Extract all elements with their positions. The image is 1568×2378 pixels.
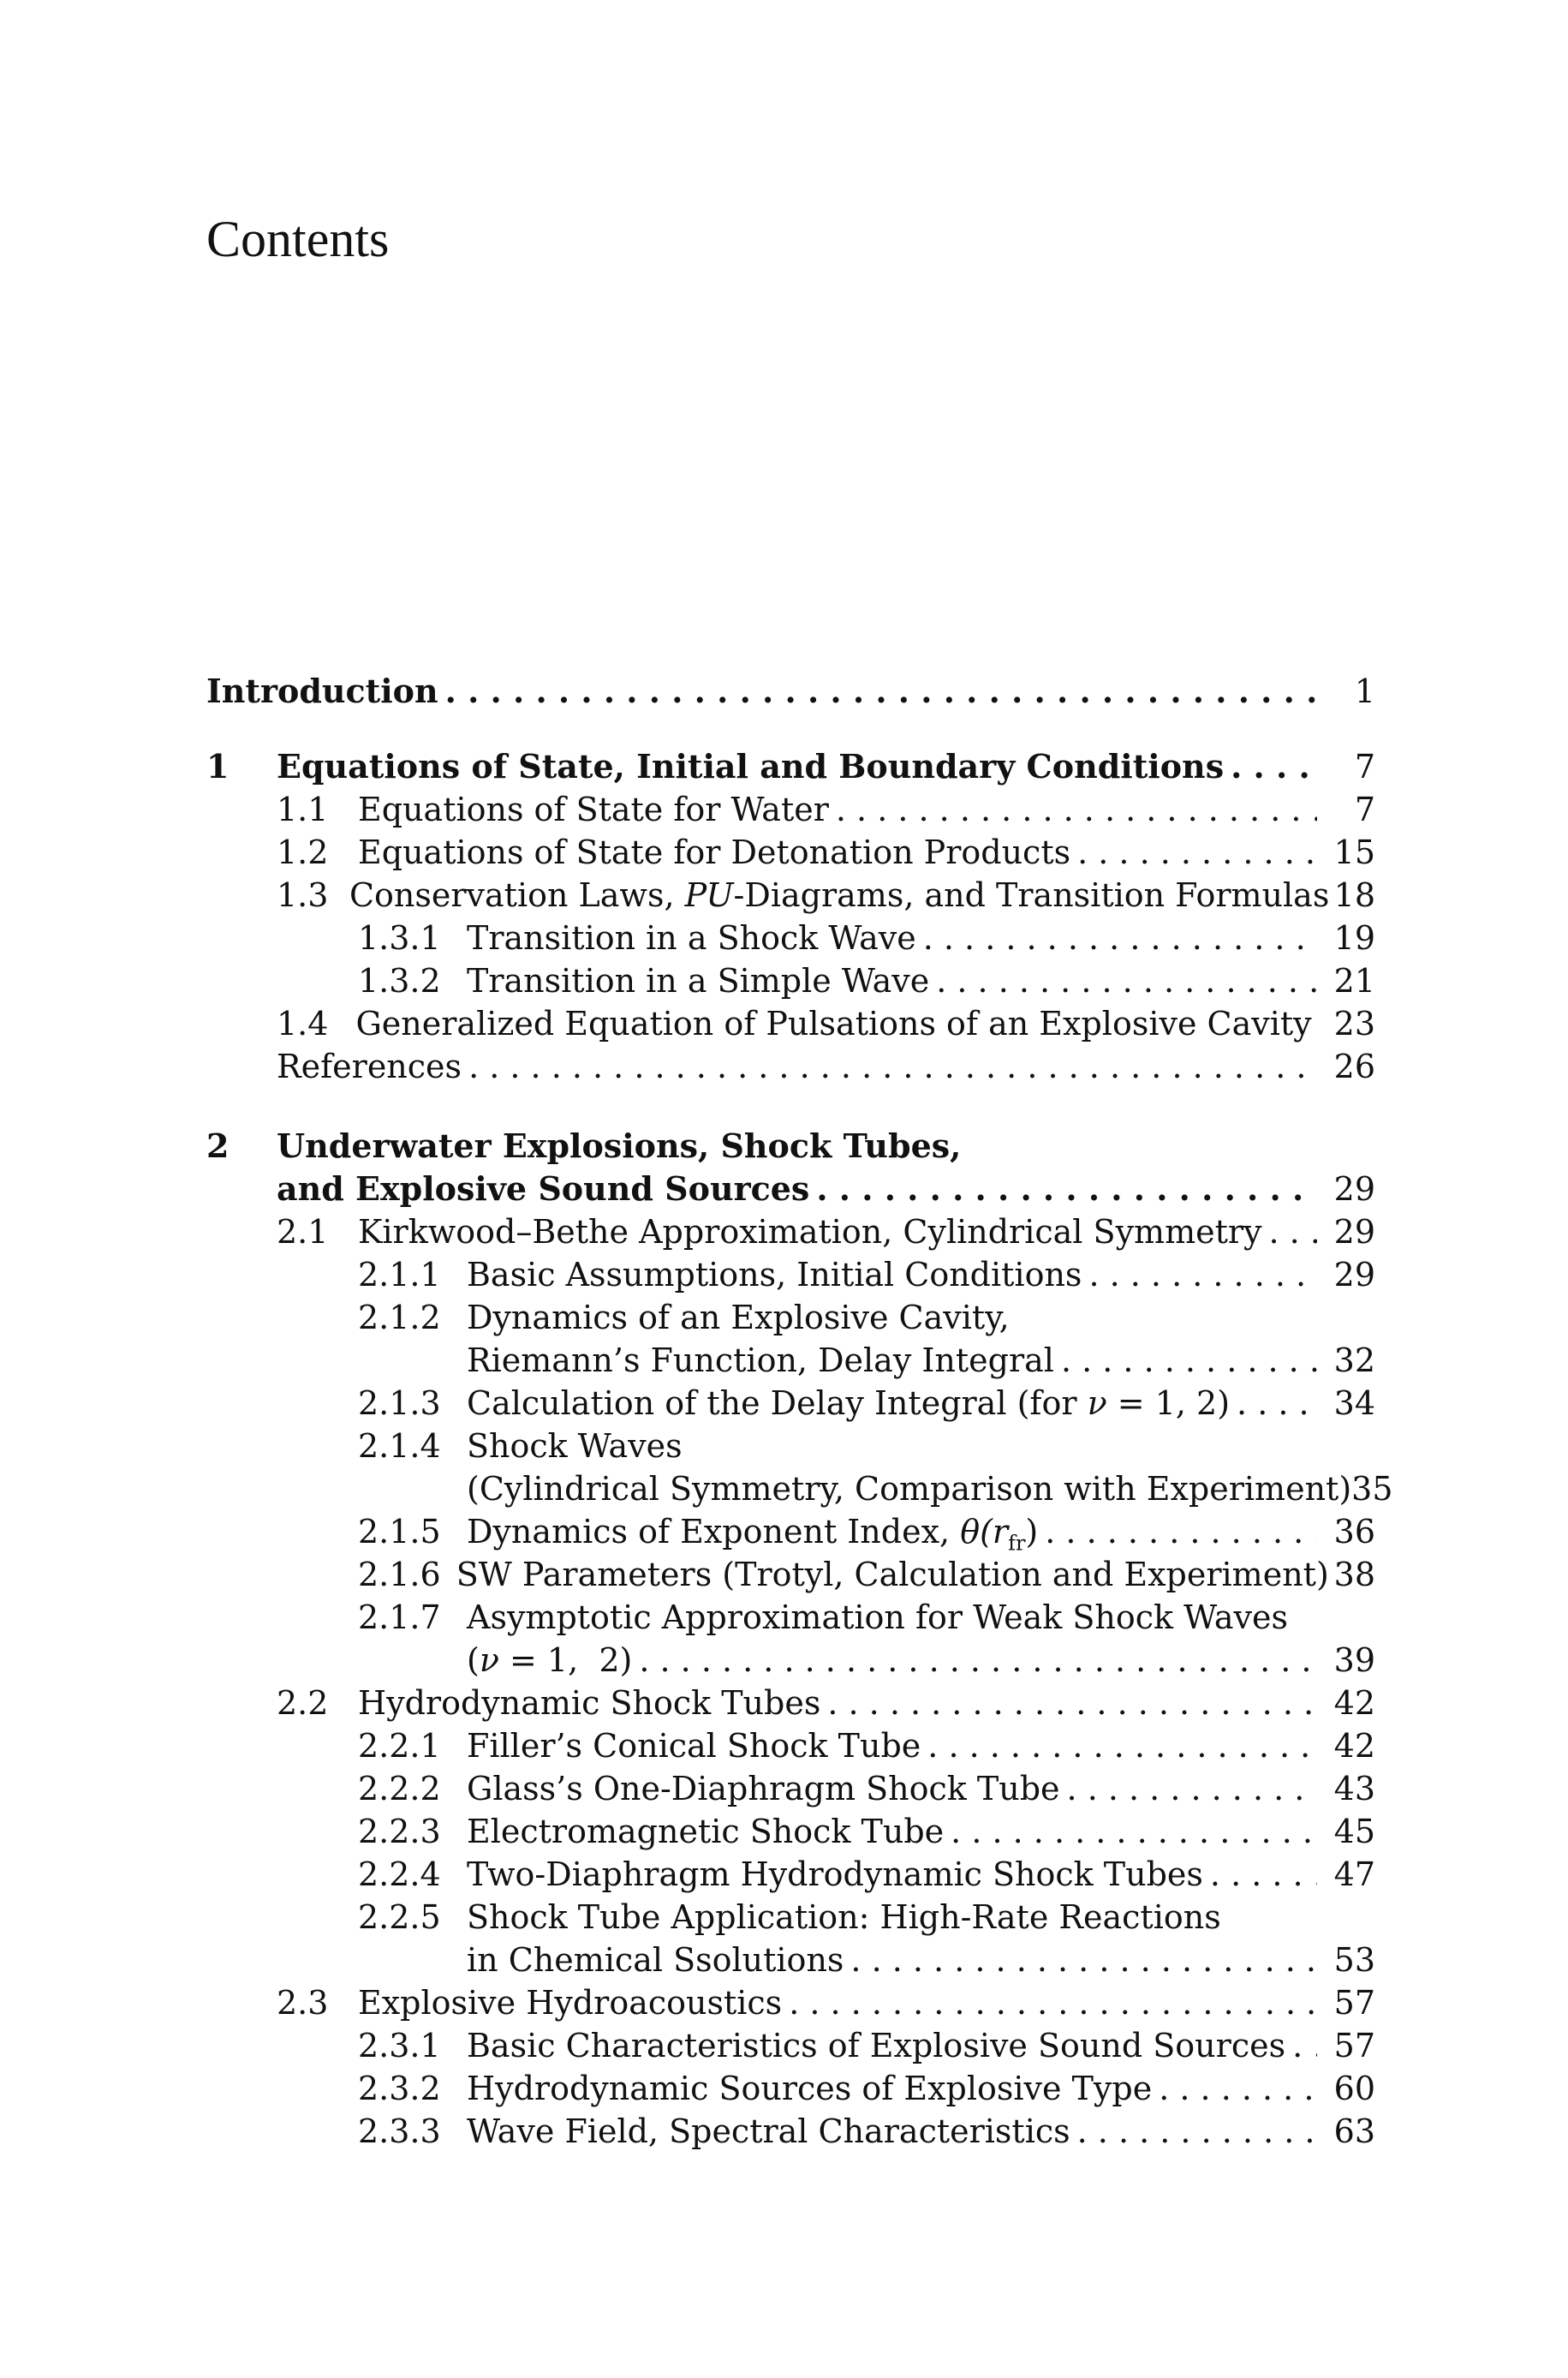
page-title: Contents: [206, 211, 390, 267]
entry-number: 2.3: [277, 1984, 329, 2022]
entry-title: Glass’s One-Diaphragm Shock Tube: [467, 1770, 1060, 1807]
leader-dots: [1210, 1853, 1317, 1896]
toc-entry-2-3-3[interactable]: [358, 2110, 1375, 2153]
entry-number: 2.2.3: [358, 1813, 441, 1850]
entry-page: 21: [1333, 962, 1375, 1000]
leader-dots: [789, 1981, 1317, 2024]
entry-number: 1.1: [277, 791, 329, 828]
entry-page: 38: [1333, 1556, 1375, 1593]
entry-title: in Chemical Ssolutions: [467, 1941, 844, 1979]
toc-entry-chapter-2-line2[interactable]: [277, 1168, 1375, 1210]
leader-dots: [850, 1939, 1317, 1981]
toc-entry-2-3[interactable]: [277, 1981, 1375, 2024]
toc-entry-2-1-6[interactable]: [358, 1553, 1375, 1596]
toc-entry-2-2-3[interactable]: [358, 1810, 1375, 1853]
entry-number: 2.1.7: [358, 1598, 441, 1636]
entry-page: 36: [1333, 1513, 1375, 1550]
entry-page: 53: [1333, 1941, 1375, 1979]
entry-title: Transition in a Shock Wave: [467, 919, 916, 957]
leader-dots: [927, 1724, 1317, 1767]
entry-title: Kirkwood–Bethe Approximation, Cylindrical Symmetry: [358, 1213, 1262, 1251]
entry-title: Basic Assumptions, Initial Conditions: [467, 1256, 1082, 1294]
toc-entry-1-3-1[interactable]: [358, 917, 1375, 959]
entry-title: Calculation of the Delay Integral (for ν = 1, 2): [467, 1384, 1231, 1422]
toc-entry-2-2-5-line2[interactable]: [467, 1939, 1375, 1981]
entry-page: 42: [1333, 1727, 1375, 1765]
toc-entry-1-3-2[interactable]: [358, 959, 1375, 1002]
entry-title: SW Parameters (Trotyl, Calculation and Experiment): [456, 1556, 1329, 1593]
entry-title: Dynamics of Exponent Index, $\theta(r_{fr})$: [467, 1513, 1039, 1556]
toc-entry-2-1-1[interactable]: [358, 1253, 1375, 1296]
leader-dots: [1067, 1767, 1317, 1810]
entry-page: 43: [1333, 1770, 1375, 1807]
entry-page: 34: [1333, 1384, 1375, 1422]
entry-title: Hydrodynamic Sources of Explosive Type: [467, 2070, 1153, 2107]
entry-page: 45: [1333, 1813, 1375, 1850]
entry-page: 47: [1333, 1855, 1375, 1893]
entry-number: 2.1.2: [358, 1299, 441, 1336]
entry-title: Dynamics of an Explosive Cavity,: [467, 1299, 1010, 1336]
entry-title: Hydrodynamic Shock Tubes: [358, 1684, 821, 1722]
entry-number: 2.1.5: [358, 1513, 441, 1550]
entry-number: 2.3.1: [358, 2027, 441, 2064]
entry-page: 35: [1351, 1470, 1393, 1508]
entry-number: 1.3.1: [358, 919, 441, 957]
entry-number: 1.4: [277, 1005, 329, 1043]
toc-entry-chapter-1[interactable]: [206, 745, 1375, 788]
entry-title: Underwater Explosions, Shock Tubes,: [277, 1126, 962, 1165]
leader-dots: [639, 1639, 1317, 1682]
toc-entry-2-1-2-line1[interactable]: [358, 1296, 1375, 1339]
toc-entry-2-2-1[interactable]: [358, 1724, 1375, 1767]
entry-title: (Cylindrical Symmetry, Comparison with Experiment): [467, 1470, 1352, 1508]
entry-page: 39: [1333, 1641, 1375, 1679]
entry-number: 2.2.4: [358, 1855, 441, 1893]
entry-title: References: [277, 1048, 462, 1085]
leader-dots: [1292, 2024, 1317, 2067]
entry-title: Explosive Hydroacoustics: [358, 1984, 783, 2022]
entry-title: Generalized Equation of Pulsations of an Explosive Cavity: [355, 1005, 1312, 1043]
toc-entry-2-3-1[interactable]: [358, 2024, 1375, 2067]
entry-title: and Explosive Sound Sources: [277, 1169, 810, 1208]
entry-page: 57: [1333, 1984, 1375, 2022]
toc-entry-2-2-4[interactable]: [358, 1853, 1375, 1896]
entry-number: 2.1.3: [358, 1384, 441, 1422]
leader-dots: [936, 959, 1317, 1002]
entry-title: Shock Tube Application: High-Rate Reactions: [467, 1898, 1221, 1936]
entry-page: 19: [1333, 919, 1375, 957]
entry-title: Conservation Laws, PU-Diagrams, and Transition Formulas: [349, 876, 1330, 914]
entry-page: 23: [1333, 1005, 1375, 1043]
entry-number: 2: [206, 1126, 230, 1165]
entry-title: Equations of State for Detonation Products: [358, 833, 1071, 871]
toc-entry-2-1-7-line1[interactable]: [358, 1596, 1375, 1639]
entry-page: 7: [1354, 791, 1375, 828]
leader-dots: [468, 1045, 1317, 1088]
entry-title: Shock Waves: [467, 1427, 683, 1465]
toc-entry-2-2[interactable]: [277, 1682, 1375, 1724]
leader-dots: [1077, 2110, 1317, 2153]
toc-entry-2-2-2[interactable]: [358, 1767, 1375, 1810]
entry-page: 1: [1354, 672, 1375, 710]
entry-title: (ν = 1, 2): [467, 1641, 633, 1679]
leader-dots: [1088, 1253, 1317, 1296]
entry-title: Filler’s Conical Shock Tube: [467, 1727, 921, 1765]
entry-page: 26: [1333, 1048, 1375, 1085]
toc-entry-2-1-7-line2[interactable]: [467, 1639, 1375, 1682]
entry-title: Asymptotic Approximation for Weak Shock Waves: [467, 1598, 1288, 1636]
leader-dots: [445, 670, 1317, 713]
entry-page: 57: [1333, 2027, 1375, 2064]
toc-entry-1-4[interactable]: [277, 1002, 1375, 1045]
leader-dots: [1077, 831, 1317, 874]
entry-number: 1.2: [277, 833, 329, 871]
entry-number: 2.1.1: [358, 1256, 441, 1294]
toc-entry-introduction[interactable]: [206, 670, 1375, 713]
entry-page: 63: [1333, 2112, 1375, 2150]
leader-dots: [1061, 1339, 1317, 1382]
entry-page: 7: [1354, 748, 1375, 786]
entry-title: Riemann’s Function, Delay Integral: [467, 1341, 1054, 1379]
leader-dots: [951, 1810, 1317, 1853]
entry-page: 15: [1333, 833, 1375, 871]
entry-title: Basic Characteristics of Explosive Sound Sources: [467, 2027, 1286, 2064]
leader-dots: [1231, 745, 1317, 788]
toc-entry-2-1-3[interactable]: [358, 1382, 1375, 1425]
entry-title: Equations of State for Water: [358, 791, 829, 828]
entry-number: 2.2.1: [358, 1727, 441, 1765]
toc-entry-1-2[interactable]: [277, 831, 1375, 874]
leader-dots: [1159, 2067, 1317, 2110]
leader-dots: [1269, 1210, 1317, 1253]
leader-dots: [1045, 1510, 1317, 1553]
entry-page: 29: [1333, 1213, 1375, 1251]
toc-entry-2-1-4-line1[interactable]: [358, 1425, 1375, 1467]
entry-number: 2.3.3: [358, 2112, 441, 2150]
entry-number: 2.1: [277, 1213, 329, 1251]
leader-dots: [1237, 1382, 1317, 1425]
toc-entry-1-3[interactable]: [277, 874, 1375, 917]
entry-title: Transition in a Simple Wave: [467, 962, 930, 1000]
entry-title: Two-Diaphragm Hydrodynamic Shock Tubes: [467, 1855, 1203, 1893]
entry-number: 2.1.4: [358, 1427, 441, 1465]
toc-entry-2-1-5[interactable]: [358, 1510, 1375, 1556]
entry-page: 18: [1333, 876, 1375, 914]
entry-number: 2.2.2: [358, 1770, 441, 1807]
toc-entry-2-3-2[interactable]: [358, 2067, 1375, 2110]
toc-entry-2-1-4-line2[interactable]: [467, 1467, 1393, 1510]
entry-title: Electromagnetic Shock Tube: [467, 1813, 945, 1850]
entry-page: 29: [1333, 1256, 1375, 1294]
entry-page: 42: [1333, 1684, 1375, 1722]
entry-number: 2.3.2: [358, 2070, 441, 2107]
toc-entry-2-1[interactable]: [277, 1210, 1375, 1253]
entry-page: 32: [1333, 1341, 1375, 1379]
entry-title: Introduction: [206, 672, 438, 710]
entry-number: 2.2: [277, 1684, 329, 1722]
entry-number: 2.1.6: [358, 1556, 441, 1593]
toc-entry-2-2-5-line1[interactable]: [358, 1896, 1375, 1939]
entry-number: 1: [206, 747, 230, 786]
toc-entry-chapter-2-line1[interactable]: [206, 1125, 1375, 1168]
entry-title: Equations of State, Initial and Boundary Conditions: [277, 747, 1225, 786]
leader-dots: [836, 788, 1317, 831]
leader-dots: [923, 917, 1317, 959]
toc-entry-2-1-2-line2[interactable]: [467, 1339, 1375, 1382]
entry-number: 1.3.2: [358, 962, 441, 1000]
entry-number: 2.2.5: [358, 1898, 441, 1936]
entry-page: 60: [1333, 2070, 1375, 2107]
entry-page: 29: [1333, 1170, 1375, 1208]
entry-number: 1.3: [277, 876, 329, 914]
leader-dots: [827, 1682, 1317, 1724]
entry-title: Wave Field, Spectral Characteristics: [467, 2112, 1070, 2150]
toc-entry-references-1[interactable]: [277, 1045, 1375, 1088]
toc-entry-1-1[interactable]: [277, 788, 1375, 831]
leader-dots: [816, 1168, 1317, 1210]
